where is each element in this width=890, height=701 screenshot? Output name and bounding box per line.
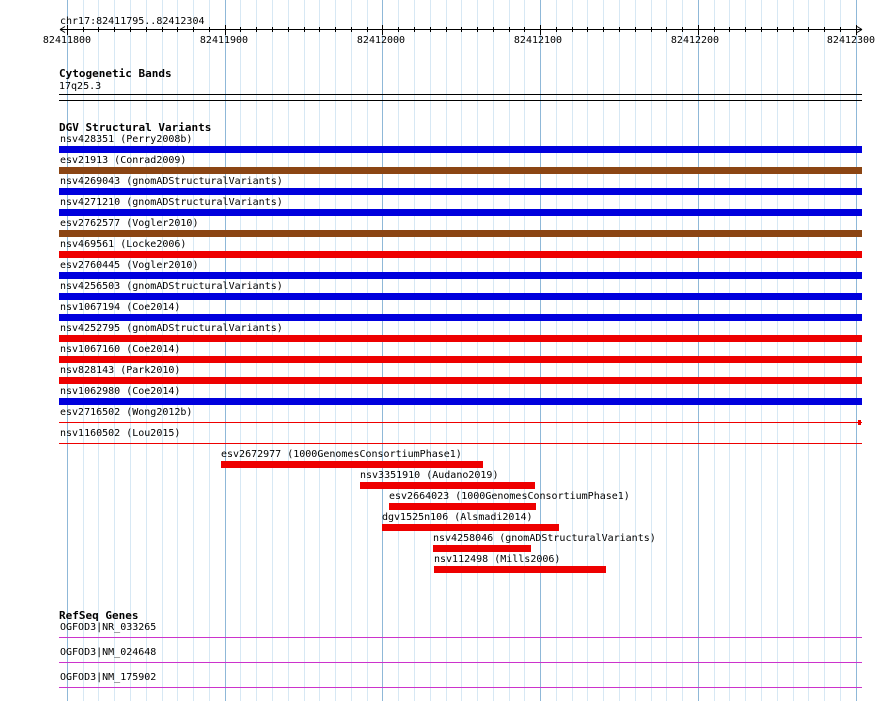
variant-bar[interactable] [59, 377, 862, 384]
variant-thin-line[interactable] [59, 422, 862, 423]
feature-label: esv2762577 (Vogler2010) [60, 218, 199, 229]
variant-bar[interactable] [382, 524, 559, 531]
feature-label: nsv469561 (Locke2006) [60, 239, 187, 250]
feature-label: nsv4252795 (gnomADStructuralVariants) [60, 323, 283, 334]
variant-end-marker[interactable] [858, 420, 861, 425]
feature-label: nsv4258046 (gnomADStructuralVariants) [433, 533, 656, 544]
variant-bar[interactable] [59, 356, 862, 363]
ruler-axis [0, 25, 890, 37]
feature-label: OGFOD3|NM_024648 [60, 647, 157, 658]
variant-bar[interactable] [59, 209, 862, 216]
variant-thin-line[interactable] [59, 443, 862, 444]
feature-label: nsv1160502 (Lou2015) [60, 428, 181, 439]
variant-bar[interactable] [59, 398, 862, 405]
dgv-track-title[interactable]: DGV Structural Variants [59, 121, 212, 134]
variant-bar[interactable] [360, 482, 535, 489]
ruler-tick-label: 82412000 [356, 35, 406, 46]
cytoband-track-title[interactable]: Cytogenetic Bands [59, 67, 172, 80]
feature-label: OGFOD3|NM_175902 [60, 672, 157, 683]
variant-bar[interactable] [59, 314, 862, 321]
variant-bar[interactable] [59, 146, 862, 153]
variant-bar[interactable] [59, 167, 862, 174]
feature-label: esv21913 (Conrad2009) [60, 155, 187, 166]
feature-label: nsv1067160 (Coe2014) [60, 344, 181, 355]
variant-bar[interactable] [221, 461, 483, 468]
feature-label: nsv828143 (Park2010) [60, 365, 181, 376]
feature-label: esv2716502 (Wong2012b) [60, 407, 193, 418]
region-label: chr17:82411795..82412304 [60, 16, 205, 27]
variant-bar[interactable] [59, 293, 862, 300]
ruler-tick-label: 82412200 [670, 35, 720, 46]
feature-label: OGFOD3|NR_033265 [60, 622, 157, 633]
feature-label: nsv4269043 (gnomADStructuralVariants) [60, 176, 283, 187]
cytoband-label: 17q25.3 [59, 81, 102, 92]
variant-bar[interactable] [434, 566, 606, 573]
cytoband-line[interactable] [59, 94, 862, 95]
feature-label: dgv1525n106 (Alsmadi2014) [382, 512, 533, 523]
feature-label: nsv112498 (Mills2006) [434, 554, 561, 565]
variant-bar[interactable] [59, 251, 862, 258]
ruler-tick-label: 82411800 [42, 35, 92, 46]
variant-bar[interactable] [59, 335, 862, 342]
refseq-track-title[interactable]: RefSeq Genes [59, 609, 139, 622]
feature-label: nsv1062980 (Coe2014) [60, 386, 181, 397]
variant-bar[interactable] [389, 503, 536, 510]
track-divider [59, 100, 862, 101]
variant-bar[interactable] [59, 188, 862, 195]
feature-label: nsv3351910 (Audano2019) [360, 470, 499, 481]
feature-label: nsv1067194 (Coe2014) [60, 302, 181, 313]
gene-line[interactable] [59, 687, 862, 688]
variant-bar[interactable] [433, 545, 531, 552]
ruler-tick-label: 82412100 [513, 35, 563, 46]
gene-line[interactable] [59, 637, 862, 638]
gene-line[interactable] [59, 662, 862, 663]
feature-label: esv2760445 (Vogler2010) [60, 260, 199, 271]
feature-label: nsv4256503 (gnomADStructuralVariants) [60, 281, 283, 292]
feature-label: nsv428351 (Perry2008b) [60, 134, 193, 145]
ruler-tick-label: 82411900 [199, 35, 249, 46]
variant-bar[interactable] [59, 272, 862, 279]
feature-label: esv2672977 (1000GenomesConsortiumPhase1) [221, 449, 462, 460]
feature-label: esv2664023 (1000GenomesConsortiumPhase1) [389, 491, 630, 502]
variant-bar[interactable] [59, 230, 862, 237]
feature-label: nsv4271210 (gnomADStructuralVariants) [60, 197, 283, 208]
ruler-tick-label: 82412300 [826, 35, 876, 46]
